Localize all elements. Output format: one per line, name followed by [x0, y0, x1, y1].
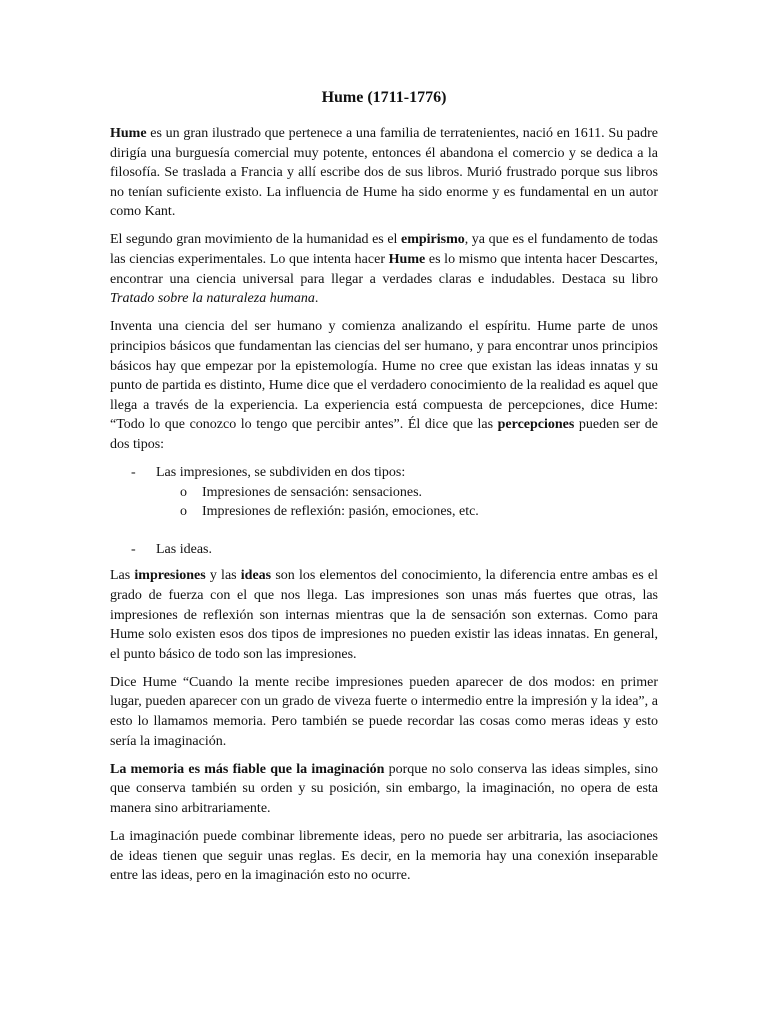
document-page — [110, 88, 658, 894]
sub-item-text: Impresiones de reflexión: pasión, emociones, etc. — [202, 504, 479, 520]
dash-bullet: - — [131, 465, 136, 480]
bold-statement: La memoria es más fiable que la imaginación — [110, 761, 385, 777]
paragraph-text: y las — [205, 568, 241, 584]
bold-term-impresiones: impresiones — [134, 568, 206, 584]
paragraph-intro — [110, 124, 658, 222]
list-item-impresiones — [110, 463, 658, 540]
paragraph-text: pueden ser de dos tipos: — [110, 417, 658, 452]
impression-subtypes-list — [156, 483, 658, 522]
bold-term-hume: Hume — [388, 252, 426, 268]
paragraph-text: . — [314, 291, 319, 307]
sub-item-text: Impresiones de sensación: sensaciones. — [202, 484, 423, 500]
dash-bullet: - — [131, 541, 136, 557]
paragraph-text: es lo mismo que intenta hacer Descartes, encontrar una ciencia universal para llegar a verdades claras e indudables. Destaca su libro — [110, 252, 658, 287]
page-title: Hume (1711-1776) — [321, 89, 447, 106]
list-item-ideas — [110, 540, 658, 560]
paragraph-text: porque no solo conserva las ideas simples, sino que conserva también su orden y su posición, sin embargo, la imaginación, no opera de esta manera sino arbitrariamente. — [110, 761, 658, 816]
paragraph-text: son los elementos del conocimiento, la diferencia entre ambas es el grado de fuerza con el que nos llega. Las impresiones son unas más fuertes que otras, las impresiones de reflexión son internas mientras que la de sensación son externas. Como para Hume solo existen esos dos tipos de impresiones no pueden existir las ideas innatas. En general, el punto básico de todo son las impresiones. — [110, 568, 658, 662]
list-item-text: Las impresiones, se subdividen en dos tipos: — [156, 465, 406, 480]
circle-bullet: o — [180, 504, 187, 520]
sub-item-sensacion — [156, 483, 658, 503]
bold-term-ideas: ideas — [240, 568, 272, 584]
circle-bullet: o — [180, 484, 187, 500]
paragraph-impresiones-ideas — [110, 566, 658, 664]
perception-types-list — [110, 463, 658, 559]
bold-term-hume: Hume — [110, 126, 147, 141]
paragraph-text: Las — [110, 568, 135, 584]
paragraph-text: , ya que es el fundamento de todas las ciencias experimentales. Lo que intenta hacer — [110, 232, 659, 268]
sub-item-reflexion — [156, 502, 658, 522]
paragraph-imaginacion: La imaginación puede combinar libremente ideas, pero no puede ser arbitraria, las asociaciones de ideas tienen que seguir unas reglas. Es decir, en la memoria hay una conexión inseparable entre las ideas, pero en la imaginación esto no ocurre. — [110, 829, 658, 884]
bold-term-empirismo: empirismo — [400, 232, 465, 248]
list-spacer — [156, 522, 658, 540]
paragraph-text: El segundo gran movimiento de la humanidad es el — [110, 232, 401, 248]
paragraph-percepciones — [110, 317, 658, 454]
bold-term-percepciones: percepciones — [497, 417, 575, 433]
book-title: Tratado sobre la naturaleza humana — [110, 291, 315, 307]
paragraph-memoria-fiable — [110, 760, 658, 819]
paragraph-empirismo — [110, 230, 658, 308]
list-item-text: Las ideas. — [156, 541, 212, 557]
paragraph-text: es un gran ilustrado que pertenece a una familia de terratenientes, nació en 1611. Su padre dirigía una burguesía comercial muy potente, entonces él abandona el comercio y se dedica a la filosofía. Se traslada a Francia y allí escribe dos de sus libros. Murió frustrado porque sus libros no tenían suficiente existo. La influencia de Hume ha sido enorme y es fundamental en un autor como Kant. — [110, 126, 658, 220]
paragraph-memoria: Dice Hume “Cuando la mente recibe impresiones pueden aparecer de dos modos: en primer lugar, pueden aparecer con un grado de viveza fuerte o intermedio entre la impresión y la idea”, a esto lo llamamos memoria. Pero también se puede recordar las cosas como meras ideas y esto sería la imaginación. — [110, 674, 658, 749]
paragraph-text: Inventa una ciencia del ser humano y comienza analizando el espíritu. Hume parte de unos principios básicos que fundamentan las ciencias del ser humano, y para encontrar unos principios básicos hay que empezar por la epistemología. Hume no cree que existan las ideas innatas y su punto de partida es distinto, Hume dice que el verdadero conocimiento de la realidad es aquel que llega a través de la experiencia. La experiencia está compuesta de percepciones, dice Hume: “Todo lo que conozco lo tengo que percibir antes”. Él dice que las — [110, 319, 658, 433]
